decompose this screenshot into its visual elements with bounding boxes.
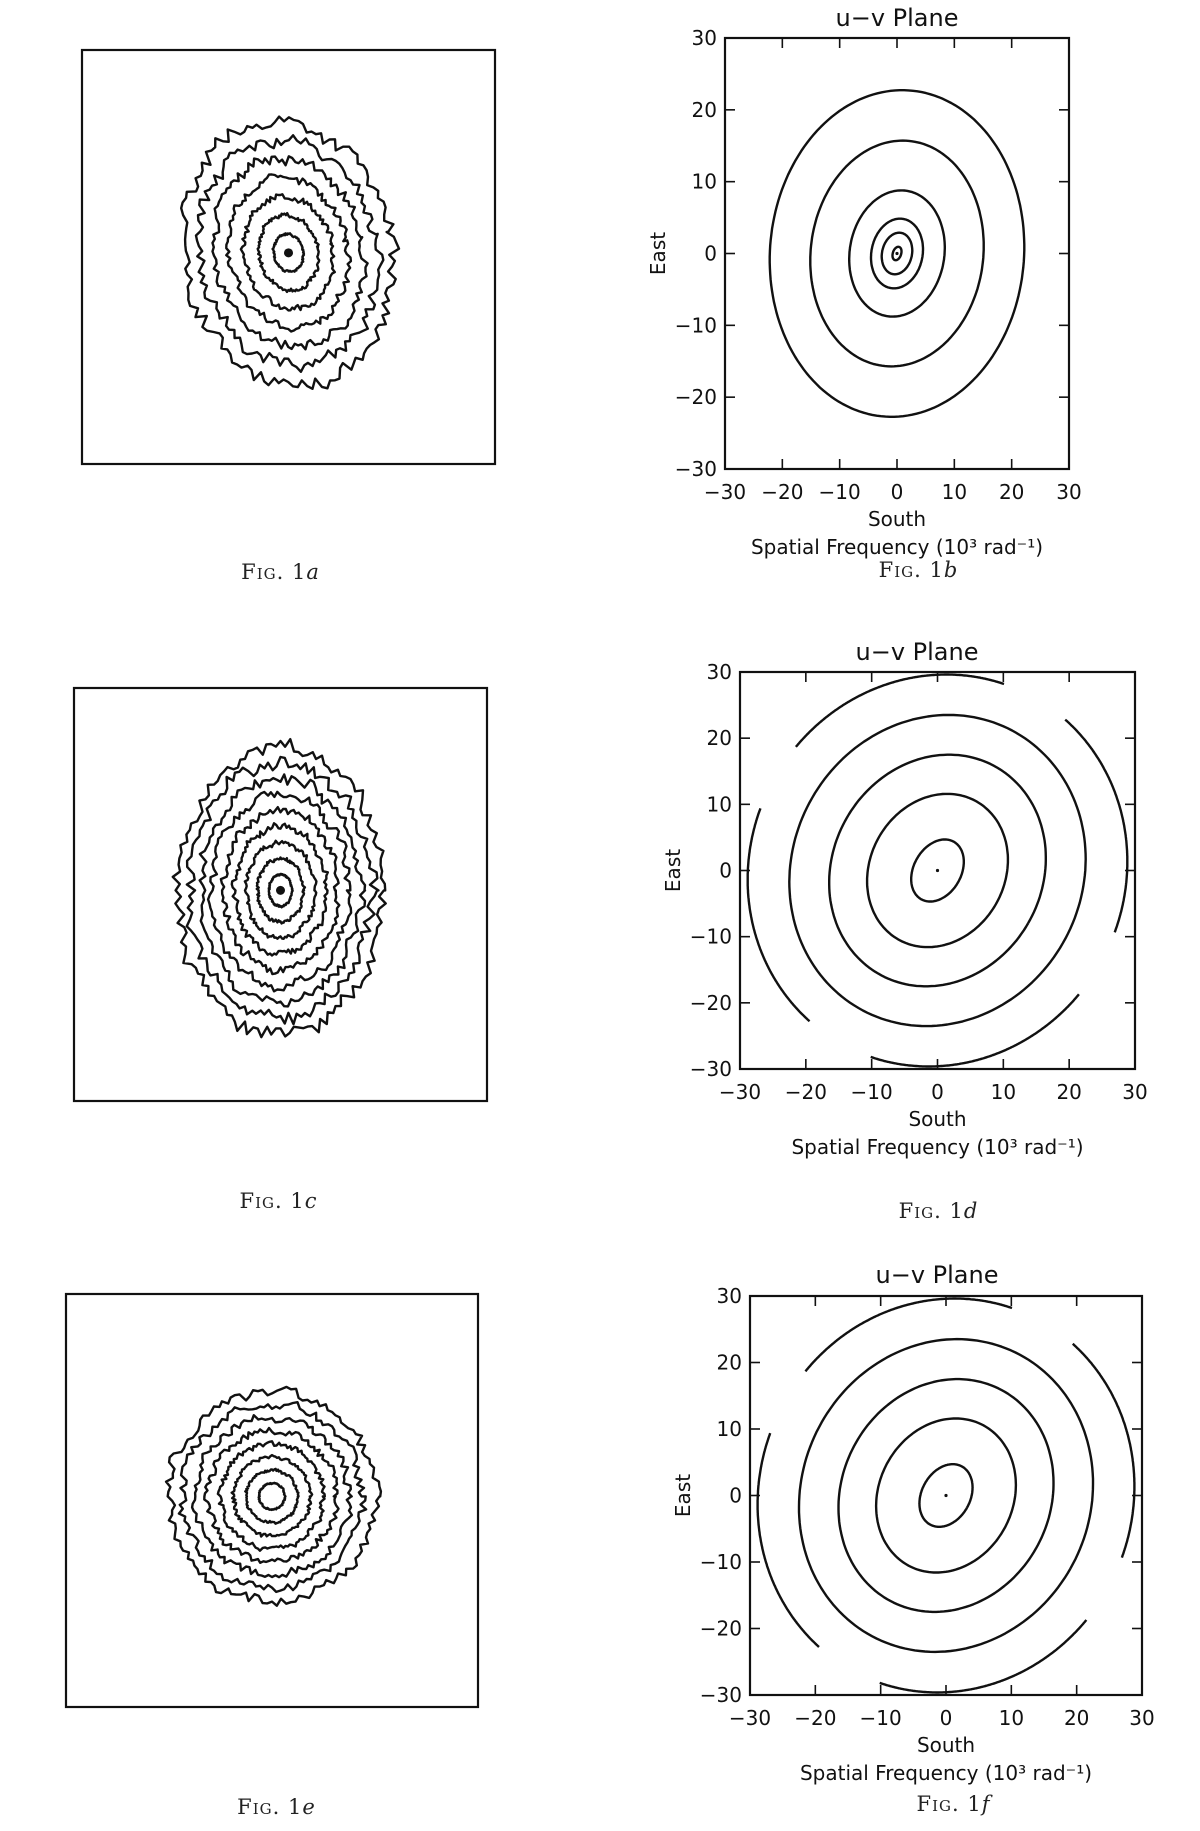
y-tick-label: 10: [691, 169, 717, 194]
contour-line: [245, 1469, 298, 1524]
x-tick-label: 10: [990, 1080, 1017, 1104]
x-tick-label: 20: [1056, 1080, 1082, 1104]
contour-image-fig-1c: [74, 688, 487, 1101]
caption-fig-1d: [899, 1199, 978, 1223]
y-tick-label: −10: [674, 313, 717, 338]
x-tick-label: −30: [718, 1080, 762, 1104]
uv-plane-fig-1d: [661, 638, 1148, 1159]
x-tick-label: 0: [931, 1080, 944, 1104]
x-tick-label: 30: [1122, 1080, 1148, 1104]
x-tick-label: −20: [794, 1706, 837, 1730]
y-axis-label: East: [671, 1473, 695, 1518]
contour-group: [770, 90, 1025, 417]
x-tick-label: 10: [998, 1706, 1025, 1730]
caption-text: Fig. 1b: [878, 558, 958, 582]
caption-fig-1f: [917, 1792, 993, 1816]
y-tick-label: 0: [704, 241, 717, 266]
x-axis-label: South: [867, 507, 927, 531]
y-tick-label: −30: [689, 1057, 732, 1081]
y-axis-label: East: [646, 231, 670, 276]
x-tick-label: 0: [890, 480, 904, 504]
caption-text: Fig. 1f: [916, 1792, 990, 1816]
y-tick-label: −10: [689, 924, 732, 949]
chart-title: u−v Plane: [855, 638, 979, 666]
y-axis-label: East: [661, 848, 685, 893]
uv-contour-line: [871, 994, 1079, 1066]
image-frame: [66, 1294, 478, 1707]
contour-line: [192, 1415, 352, 1577]
y-tick-label: 30: [691, 26, 717, 50]
origin-dot: [936, 869, 939, 872]
uv-plane-fig-1f: [671, 1261, 1155, 1785]
y-tick-label: −20: [689, 990, 732, 1015]
y-tick-label: 20: [706, 726, 732, 751]
x-tick-label: −30: [703, 480, 747, 504]
x-tick-label: 20: [1063, 1706, 1090, 1730]
x-tick-label: −10: [818, 480, 861, 504]
y-tick-label: −20: [699, 1616, 742, 1641]
origin-dot: [944, 1494, 947, 1497]
center-marker: [276, 886, 285, 895]
caption-text: Fig. 1a: [241, 560, 319, 584]
y-tick-label: 0: [719, 858, 732, 883]
origin-dot: [895, 252, 898, 255]
y-tick-label: −30: [674, 457, 717, 481]
x-tick-label: 20: [998, 480, 1025, 504]
y-tick-label: 10: [716, 1417, 742, 1441]
contour-line: [204, 1428, 338, 1563]
x-axis-sublabel: Spatial Frequency (10³ rad⁻¹): [799, 1761, 1093, 1785]
x-axis-label: South: [916, 1733, 976, 1757]
caption-fig-1c: [240, 1189, 317, 1213]
caption-fig-1b: [879, 558, 958, 582]
y-tick-label: 20: [716, 1350, 742, 1375]
caption-text: Fig. 1d: [898, 1199, 978, 1223]
y-tick-label: 30: [716, 1284, 742, 1308]
center-marker: [284, 248, 293, 257]
y-tick-label: 20: [691, 97, 717, 122]
x-tick-label: 30: [1056, 480, 1082, 504]
contour-image-fig-1a: [82, 50, 495, 464]
uv-contour-line: [796, 675, 1004, 747]
uv-contour-line: [748, 808, 810, 1021]
x-tick-label: −10: [859, 1706, 902, 1730]
uv-contour-line: [1073, 1344, 1135, 1558]
y-tick-label: 30: [706, 660, 732, 684]
y-tick-label: −10: [699, 1550, 742, 1574]
contour-line: [232, 1455, 312, 1536]
uv-contour-line: [1065, 720, 1127, 933]
x-tick-label: −20: [784, 1080, 827, 1104]
uv-contour-line: [758, 1433, 819, 1647]
contour-line: [259, 1483, 286, 1510]
x-axis-sublabel: Spatial Frequency (10³ rad⁻¹): [791, 1135, 1084, 1159]
x-tick-label: 0: [939, 1706, 953, 1730]
x-tick-label: 10: [941, 480, 968, 504]
y-tick-label: 10: [706, 792, 732, 817]
x-tick-label: −30: [728, 1706, 772, 1730]
x-tick-label: −20: [761, 480, 804, 504]
caption-text: Fig. 1e: [237, 1795, 315, 1819]
contour-group: [748, 675, 1128, 1067]
chart-title: u−v Plane: [835, 4, 959, 32]
contour-group: [758, 1299, 1135, 1693]
x-axis-label: South: [908, 1107, 967, 1131]
contour-image-fig-1e: [66, 1294, 478, 1707]
y-tick-label: 0: [729, 1483, 742, 1508]
x-axis-sublabel: Spatial Frequency (10³ rad⁻¹): [750, 535, 1044, 559]
caption-fig-1a: [241, 560, 319, 584]
chart-title: u−v Plane: [875, 1261, 999, 1289]
uv-plane-fig-1b: [646, 4, 1082, 559]
caption-text: Fig. 1c: [239, 1189, 317, 1213]
x-tick-label: −10: [850, 1080, 893, 1104]
caption-fig-1e: [237, 1795, 315, 1819]
uv-contour-line: [880, 1620, 1087, 1693]
y-tick-label: −30: [699, 1683, 742, 1707]
uv-contour-line: [805, 1299, 1012, 1372]
x-tick-label: 30: [1129, 1706, 1155, 1730]
y-tick-label: −20: [674, 385, 717, 410]
